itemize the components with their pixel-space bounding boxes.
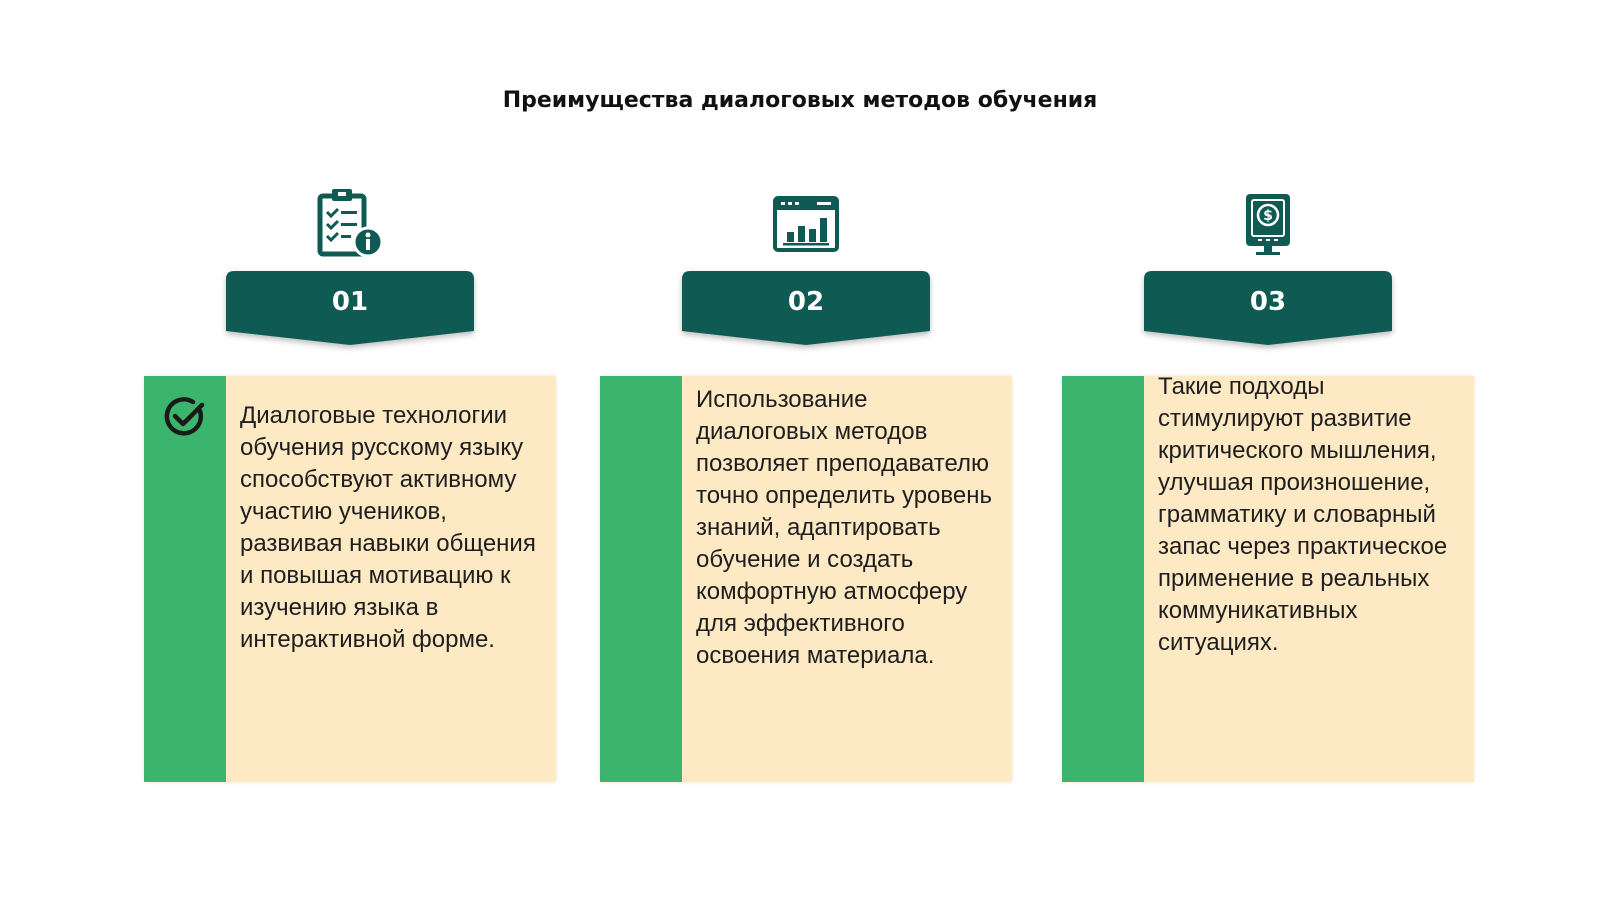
card-stripe xyxy=(1062,376,1144,782)
card-text: Диалоговые технологии обучения русскому языку способствуют активному участию учеников, развивая навыки общения и повышая мотивацию к изучению языка в интерактивной форме. xyxy=(240,402,536,653)
check-circle-icon xyxy=(162,394,208,444)
step-banner-01 xyxy=(226,271,474,349)
browser-bar-chart-icon xyxy=(600,188,1012,258)
monitor-dollar-coin-icon xyxy=(1062,188,1474,258)
page-title: Преимущества диалоговых методов обучения xyxy=(502,88,1098,113)
advantage-column-3 xyxy=(1062,0,1474,900)
clipboard-checklist-info-icon xyxy=(144,188,556,258)
step-number: 01 xyxy=(331,287,369,317)
advantage-card-3 xyxy=(1062,373,1474,782)
step-number: 03 xyxy=(1249,287,1287,317)
advantage-column-1 xyxy=(144,0,556,900)
advantage-card-1 xyxy=(144,376,556,782)
advantage-column-2 xyxy=(600,0,1012,900)
step-banner-02 xyxy=(682,271,930,349)
svg-text:$: $ xyxy=(1263,208,1273,224)
step-banner-03 xyxy=(1144,271,1392,349)
card-text: Использование диалоговых методов позволяет преподавателю точно определить уровень знаний, адаптировать обучение и создать комфортную атмосферу для эффективного освоения материала. xyxy=(696,386,992,669)
card-stripe xyxy=(600,376,682,782)
step-number: 02 xyxy=(787,287,825,317)
card-text: Такие подходы стимулируют развитие критического мышления, улучшая произношение, грамматику и словарный запас через практическое применение в реальных коммуникативных ситуациях. xyxy=(1158,373,1448,656)
advantage-card-2 xyxy=(600,376,1012,782)
